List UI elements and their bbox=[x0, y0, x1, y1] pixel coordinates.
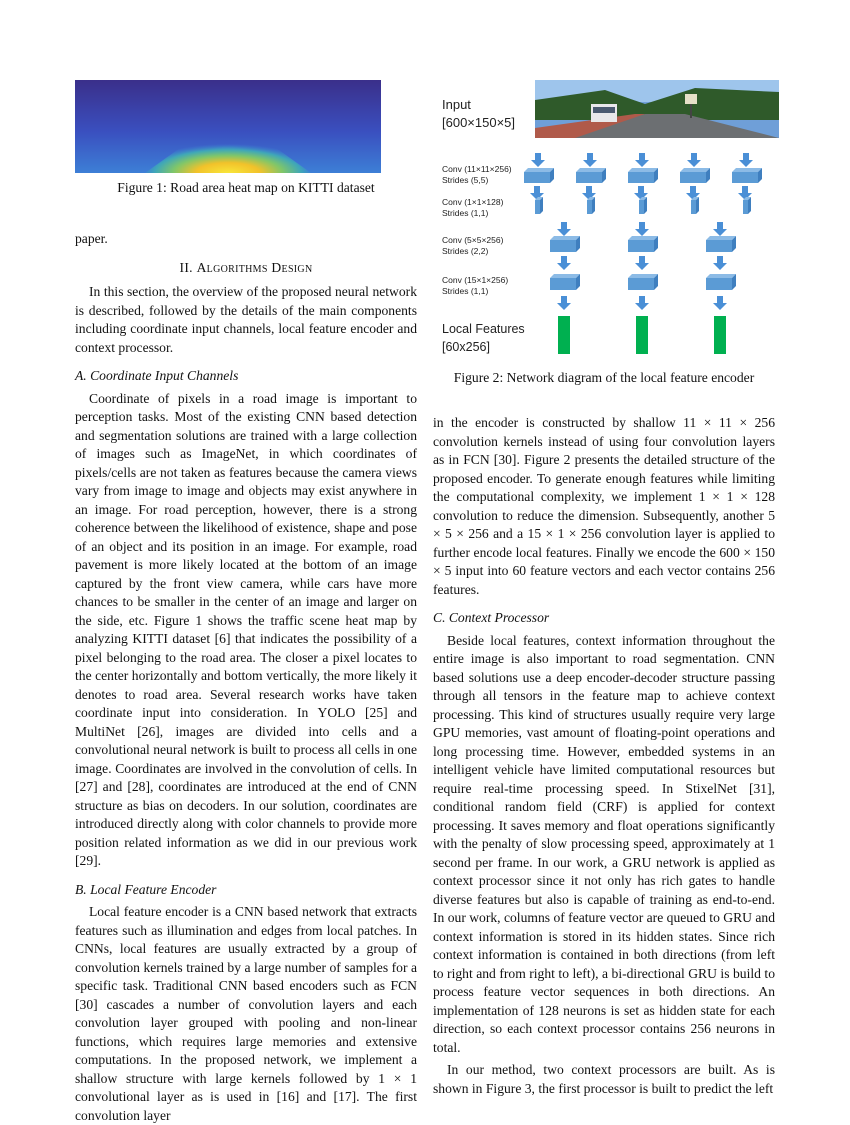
figure1-caption: Figure 1: Road area heat map on KITTI dataset bbox=[117, 180, 375, 195]
conv-block bbox=[732, 172, 758, 183]
conv-block bbox=[639, 200, 644, 214]
down-arrow-icon bbox=[635, 256, 649, 270]
conv-block bbox=[628, 240, 654, 252]
section-heading bbox=[75, 259, 417, 278]
conv-block-side bbox=[748, 197, 751, 214]
conv-block-side bbox=[696, 197, 699, 214]
conv-block bbox=[743, 200, 748, 214]
conv-block-top bbox=[628, 236, 658, 240]
down-arrow-icon bbox=[635, 296, 649, 310]
down-arrow-icon bbox=[687, 153, 701, 167]
conv-block-side bbox=[540, 197, 543, 214]
down-arrow-icon bbox=[557, 222, 571, 236]
section-title: Algorithms Design bbox=[196, 259, 313, 275]
feature-vector-bar bbox=[714, 316, 726, 354]
left-column bbox=[75, 230, 417, 1125]
paragraph: Coordinate of pixels in a road image is important to perception tasks. Most of the existing CNN based detection and segmentation solutions are trained with a large collection of images such as ImageNet, in which coordinates of pixels/cells are not taken as features because the camera views vary from image to image and objects may exist anywhere in an image. For road perception, however, there is a strong coherence between the likelihood of existence, shape and pose of an object and its position in an image. For example, road pavement is more likely located at the bottom of an image captured by the front view camera, while cars have more chances to be smaller in the center of an image and larger on the side, etc. Figure 1 shows the traffic scene heat map by analyzing KITTI dataset [6] that indicates the possibility of a pixel belonging to the road area. The closer a pixel locates to the center horizontally and bottom vertically, the more likely it denotes to road area. Several research works have taken coordinate input into consideration. In YOLO [25] and MultiNet [26], images are divided into cells and a convolutional neural network is built to process all cells in one image. Coordinates are involved in the convolution of cells. In [27] and [28], coordinates are introduced at the end of CNN structure as bias on decoders. In our solution, coordinates are introduced directly along with color channels to provide more position related information as we did in our previous work [29]. bbox=[75, 390, 417, 868]
paragraph: Beside local features, context information throughout the entire image is also important to road segmentation. CNN based solutions use a deep encoder-decoder structure passing through all tensors in the feature map to achieve context processing. This kind of structures usually require very large GPU memories, vast amount of floating-point operations and long processing time. However, embedded systems in an intelligent vehicle have limited computational resources but require real-time processing speed. In StixelNet [31], conditional random field (CRF) is applied for context processing. It saves memory and float operations significantly with the penalty of slow processing speed, approximately at 1 second per frame. In our work, a GRU network is applied as context processor since it not only has rich gates to handle diverse features but also is capable of training as end-to-end. In our work, columns of feature vector are queued to GRU and context information is stored in its hidden states. Since rich context information is contained in both directions (from left to right and from right to left), a bi-directional GRU is build to process feature vector sequences in both directions. An implementation of 128 neurons is set as hidden state for each direction, so each context processor contains 256 neurons in total. bbox=[433, 632, 775, 1055]
down-arrow-icon bbox=[557, 296, 571, 310]
conv-block-top bbox=[550, 236, 580, 240]
feature-vector-bar bbox=[636, 316, 648, 354]
output-label: Local Features [60x256] bbox=[442, 322, 525, 354]
down-arrow-icon bbox=[713, 222, 727, 236]
layer4-label: Conv (15×1×256) Strides (1,1) bbox=[442, 275, 509, 296]
down-arrow-icon bbox=[635, 153, 649, 167]
conv-block bbox=[535, 200, 540, 214]
conv-block bbox=[706, 278, 732, 290]
down-arrow-icon bbox=[583, 153, 597, 167]
down-arrow-icon bbox=[635, 222, 649, 236]
conv-block bbox=[628, 278, 654, 290]
paragraph: paper. bbox=[75, 231, 108, 246]
road-heatmap-figure bbox=[75, 80, 381, 173]
paragraph: in the encoder is constructed by shallow 11 × 11 × 256 convolution kernels instead of using four convolution layers as in FCN [30]. Figure 2 presents the detailed structure of the proposed encoder. To generate enough features while limiting the computational complexity, we implement 1 × 1 × 128 convolution to reduce the dimension. Subsequently, another 5 × 5 × 256 and a 15 × 1 × 256 convolution layer is applied to further encode local features. Finally we encode the 600 × 150 × 5 input into 60 feature vectors and each vector contains 256 features. bbox=[433, 415, 775, 597]
conv-block bbox=[524, 172, 550, 183]
input-label: Input [600×150×5] bbox=[442, 97, 516, 130]
layer1-label: Conv (11×11×256) Strides (5,5) bbox=[442, 164, 512, 185]
conv-block-side bbox=[592, 197, 595, 214]
paragraph: In this section, the overview of the proposed neural network is described, followed by the details of the main components including coordinate input channels, local feature encoder and context processor. bbox=[75, 284, 417, 355]
figure2-caption: Figure 2: Network diagram of the local feature encoder bbox=[453, 370, 755, 385]
conv-block-top bbox=[680, 168, 710, 172]
right-column bbox=[433, 414, 775, 1098]
conv-block bbox=[706, 240, 732, 252]
down-arrow-icon bbox=[739, 153, 753, 167]
layer3-label: Conv (5×5×256) Strides (2,2) bbox=[442, 235, 504, 256]
conv-block bbox=[628, 172, 654, 183]
conv-block-top bbox=[524, 168, 554, 172]
paragraph: In our method, two context processors are built. As is shown in Figure 3, the first processor is built to predict the left bbox=[433, 1062, 775, 1096]
conv-block-top bbox=[706, 236, 736, 240]
subsection-heading: C. Context Processor bbox=[433, 610, 550, 625]
conv-block-top bbox=[576, 168, 606, 172]
conv-block bbox=[550, 240, 576, 252]
layer2-label: Conv (1×1×128) Strides (1,1) bbox=[442, 197, 504, 218]
conv-block bbox=[576, 172, 602, 183]
down-arrow-icon bbox=[557, 256, 571, 270]
conv-block-top bbox=[732, 168, 762, 172]
conv-block-top bbox=[706, 274, 736, 278]
conv-block-top bbox=[550, 274, 580, 278]
conv-block bbox=[691, 200, 696, 214]
down-arrow-icon bbox=[713, 256, 727, 270]
down-arrow-icon bbox=[531, 153, 545, 167]
network-diagram-figure bbox=[438, 78, 778, 363]
conv-block bbox=[550, 278, 576, 290]
feature-vector-bar bbox=[558, 316, 570, 354]
subsection-heading: B. Local Feature Encoder bbox=[75, 881, 217, 897]
conv-block-side bbox=[644, 197, 647, 214]
paragraph: Local feature encoder is a CNN based network that extracts features such as illumination and edges from local patches. In CNNs, local features are usually extracted by a group of convolution kernels trained by a large number of samples for a specific task. Traditional CNN based encoders such as FCN [30] cascades a number of convolution layers and each convolution layer grouped with pooling and non-linear functions, which requires large memories and extensive computations. In the proposed network, we implement a shallow structure with large kernels followed by 1 × 1 convolutional layer as is used in [16] and [17]. The first convolution layer bbox=[75, 904, 417, 1123]
conv-block-top bbox=[628, 168, 658, 172]
subsection-heading: A. Coordinate Input Channels bbox=[75, 368, 239, 383]
conv-block bbox=[680, 172, 706, 183]
section-number: II. bbox=[179, 259, 197, 275]
down-arrow-icon bbox=[713, 296, 727, 310]
conv-block bbox=[587, 200, 592, 214]
conv-block-top bbox=[628, 274, 658, 278]
layer-blocks bbox=[438, 78, 778, 363]
